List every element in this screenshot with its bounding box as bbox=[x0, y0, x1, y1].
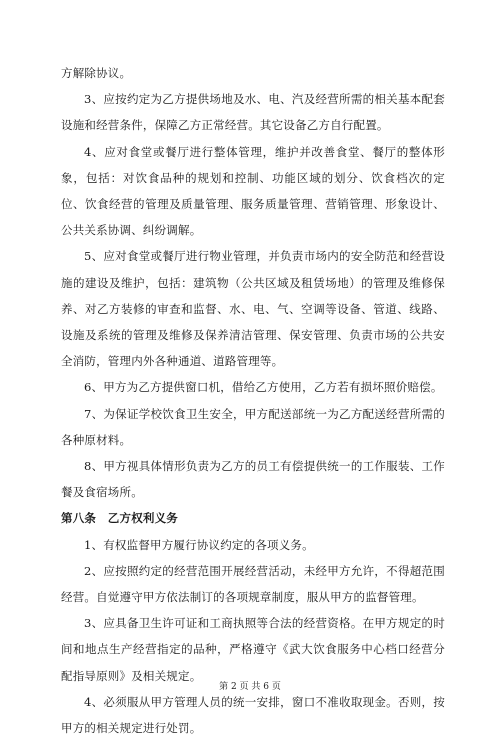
paragraph-right-1: 1、有权监督甲方履行协议约定的各项义务。 bbox=[84, 537, 314, 552]
paragraph-obligation-8: 8、甲方视具体情形负责为乙方的员工有偿提供统一的工作服装、工作餐及食宿场所。 bbox=[61, 459, 445, 500]
paragraph-obligation-7: 7、为保证学校饮食卫生安全，甲方配送部统一为乙方配送经营所需的各种原材料。 bbox=[61, 406, 445, 447]
paragraph-continuation: 方解除协议。 bbox=[61, 66, 132, 80]
section-heading-article-8: 第八条 乙方权利义务 bbox=[61, 511, 178, 526]
paragraph-obligation-3: 3、应按约定为乙方提供场地及水、电、汽及经营所需的相关基本配套设施和经营条件，保障乙方正常经营。其它设备乙方自行配置。 bbox=[61, 92, 445, 133]
page-number-footer: 第 2 页 共 6 页 bbox=[219, 682, 281, 692]
paragraph-right-4: 4、必须服从甲方管理人员的统一安排，窗口不准收取现金。否则，按甲方的相关规定进行处罚。 bbox=[61, 694, 445, 736]
paragraph-obligation-6: 6、甲方为乙方提供窗口机，借给乙方使用，乙方若有损坏照价赔偿。 bbox=[84, 380, 443, 395]
paragraph-obligation-4: 4、应对食堂或餐厅进行整体管理，维护并改善食堂、餐厅的整体形象，包括：对饮食品种的规划和控制、功能区域的划分、饮食档次的定位、饮食经营的管理及质量管理、服务质量管理、营销管理、形象设计、公共关系协调、纠纷调解。 bbox=[61, 144, 445, 238]
paragraph-right-2: 2、应按照约定的经营范围开展经营活动，未经甲方允许，不得超范围经营。自觉遵守甲方依法制订的各项规章制度，服从甲方的监督管理。 bbox=[61, 563, 445, 605]
paragraph-obligation-5: 5、应对食堂或餐厅进行物业管理，并负责市场内的安全防范和经营设施的建设及维护，包括：建筑物（公共区域及租赁场地）的管理及维修保养、对乙方装修的审查和监督、水、电、气、空调等设备、管道、线路、设施及系统的管理及维修及保养清洁管理、保安管理、负责市场的公共安全消防，管理内外各种通道、道路管理等。 bbox=[61, 249, 445, 369]
body-text bbox=[61, 60, 445, 741]
paragraph-right-3: 3、应具备卫生许可证和工商执照等合法的经营资格。在甲方规定的时间和地点生产经营指定的品种，严格遵守《武大饮食服务中心档口经营分配指导原则》及相关规定。 bbox=[61, 616, 445, 683]
